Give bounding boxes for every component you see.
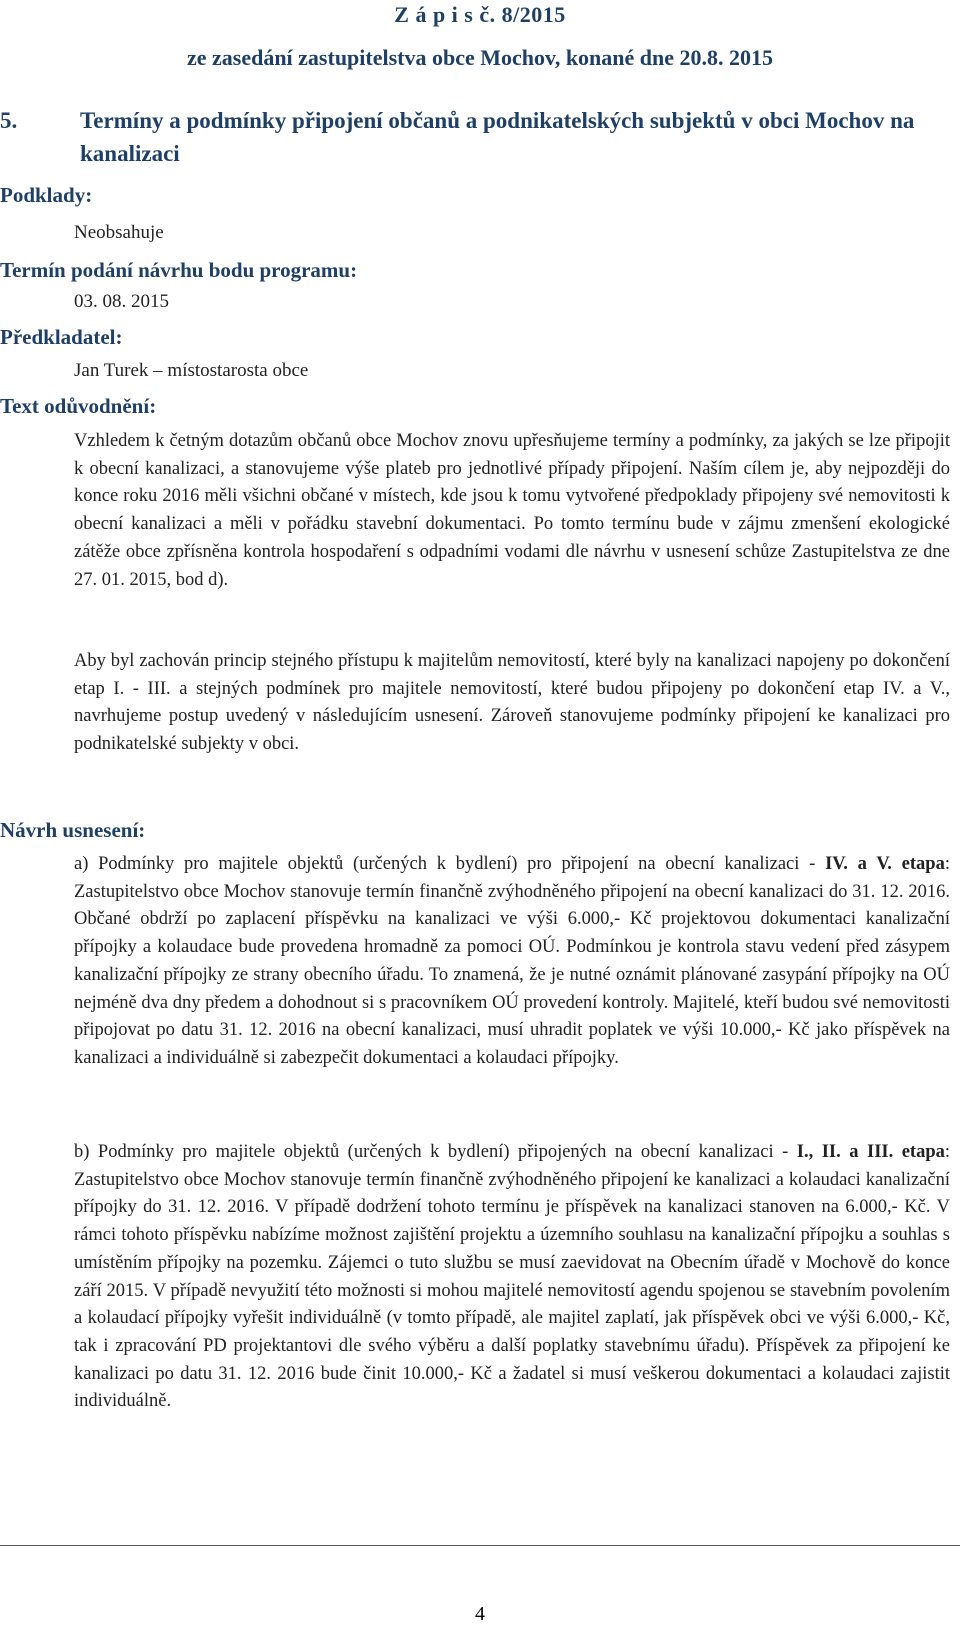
navrh-item-b bbox=[74, 1139, 950, 1416]
oduvodneni-paragraph-1: Vzhledem k četným dotazům občanů obce Mochov znovu upřesňujeme termíny a podmínky, za jakých se lze připojit k obecní kanalizaci, a stanovujeme výše plateb pro jednotlivé případy připojení. Naším cílem je, aby nejpozději do konce roku 2016 měli všichni občané v místech, kde jsou k tomu vytvořené předpoklady připojeny své nemovitosti k obecní kanalizaci a měli v pořádku stavební dokumentaci. Po tomto termínu bude v zájmu zmenšení ekologické zátěže obce zpřísněna kontrola hospodaření s odpadními vodami dle návrhu v usnesení schůze Zastupitelstva ze dne 27. 01. 2015, bod d). bbox=[74, 431, 950, 590]
navrh-b-text: : Zastupitelstvo obce Mochov stanovuje termín finančně zvýhodněného připojení ke kanalizaci a kolaudaci kanalizační přípojky do 31. 12. 2016. V případě dodržení tohoto termínu je příspěvek na kanalizaci stanoven na 6.000,- Kč. V rámci tohoto příspěvku nabízíme možnost zajištění projektu a územního souhlasu na kanalizační přípojku a souhlas s umístěním přípojky na pozemku. Zájemci o tuto službu se musí zaevidovat na Obecním úřadě v Mochově do konce září 2015. V případě nevyužití této možnosti si mohou majitelé nemovitostí agendu spojenou se stavebním povolením a kolaudací přípojky vyřešit individuálně (v tomto případě, ale majitel zaplatí, jak příspěvek obci ve výši 6.000,- Kč, tak i zpracování PD projektantovi dle svého výběru a další poplatky stavebnímu úřadu). Příspěvek za připojení ke kanalizaci po datu 31. 12. 2016 bude činit 10.000,- Kč a žadatel si musí veškerou dokumentaci a kolaudaci zajistit individuálně. bbox=[74, 1142, 951, 1412]
navrh-item-a bbox=[74, 851, 950, 1073]
navrh-a-text: : Zastupitelstvo obce Mochov stanovuje termín finančně zvýhodněného připojení na obecní kanalizaci do 31. 12. 2016. Občané obdrží po zaplacení příspěvku na kanalizaci ve výši 6.000,- Kč projektovou dokumentaci kanalizační přípojky a kolaudace bude provedena hromadně za pomoci OÚ. Podmínkou je kontrola stavu vedení před zásypem kanalizační přípojky ze strany obecního úřadu. To znamená, že je nutné oznámit plánované zasypání přípojky na OÚ nejméně dva dny předem a dohodnout si s pracovníkem OÚ provedení kontroly. Majitelé, kteří budou své nemovitosti připojovat po datu 31. 12. 2016 na obecní kanalizaci, musí uhradit poplatek ve výši 10.000,- Kč jako příspěvek na kanalizaci a individuálně si zabezpečit dokumentaci a kolaudaci přípojky. bbox=[74, 854, 950, 1068]
podklady-label: Podklady: bbox=[0, 183, 93, 207]
oduvodneni-paragraph-2: Aby byl zachován princip stejného přístupu k majitelům nemovitostí, které byly na kanalizaci napojeny po dokončení etap I. - III. a stejných podmínek pro majitele nemovitostí, které budou připojeny po dokončení etap IV. a V., navrhujeme postup uvedený v následujícím usnesení. Zároveň stanovujeme podmínky připojení ke kanalizaci pro podnikatelské subjekty v obci. bbox=[74, 651, 950, 755]
navrh-a-stage: IV. a V. etapa bbox=[825, 854, 945, 874]
predkladatel-label: Předkladatel: bbox=[0, 325, 123, 349]
section-number: 5. bbox=[0, 108, 18, 133]
document-subtitle: ze zasedání zastupitelstva obce Mochov, konané dne 20.8. 2015 bbox=[186, 45, 774, 70]
section-title: Termíny a podmínky připojení občanů a podnikatelských subjektů v obci Mochov na kanalizaci bbox=[80, 108, 915, 166]
page-number: 4 bbox=[475, 1603, 485, 1625]
navrh-b-stage: I., II. a III. etapa bbox=[796, 1142, 945, 1162]
document-title: Z á p i s č. 8/2015 bbox=[394, 2, 566, 27]
predkladatel-value: Jan Turek – místostarosta obce bbox=[74, 360, 309, 381]
termin-value: 03. 08. 2015 bbox=[74, 291, 169, 312]
navrh-a-lead: a) Podmínky pro majitele objektů (určených k bydlení) pro připojení na obecní kanalizaci - bbox=[74, 854, 816, 874]
footer-divider bbox=[0, 1545, 960, 1546]
navrh-label: Návrh usnesení: bbox=[0, 818, 146, 842]
navrh-b-lead: b) Podmínky pro majitele objektů (určených k bydlení) připojených na obecní kanalizaci - bbox=[74, 1142, 797, 1162]
oduvodneni-label: Text odůvodnění: bbox=[0, 394, 157, 418]
termin-label: Termín podání návrhu bodu programu: bbox=[0, 258, 358, 282]
podklady-value: Neobsahuje bbox=[74, 222, 164, 243]
